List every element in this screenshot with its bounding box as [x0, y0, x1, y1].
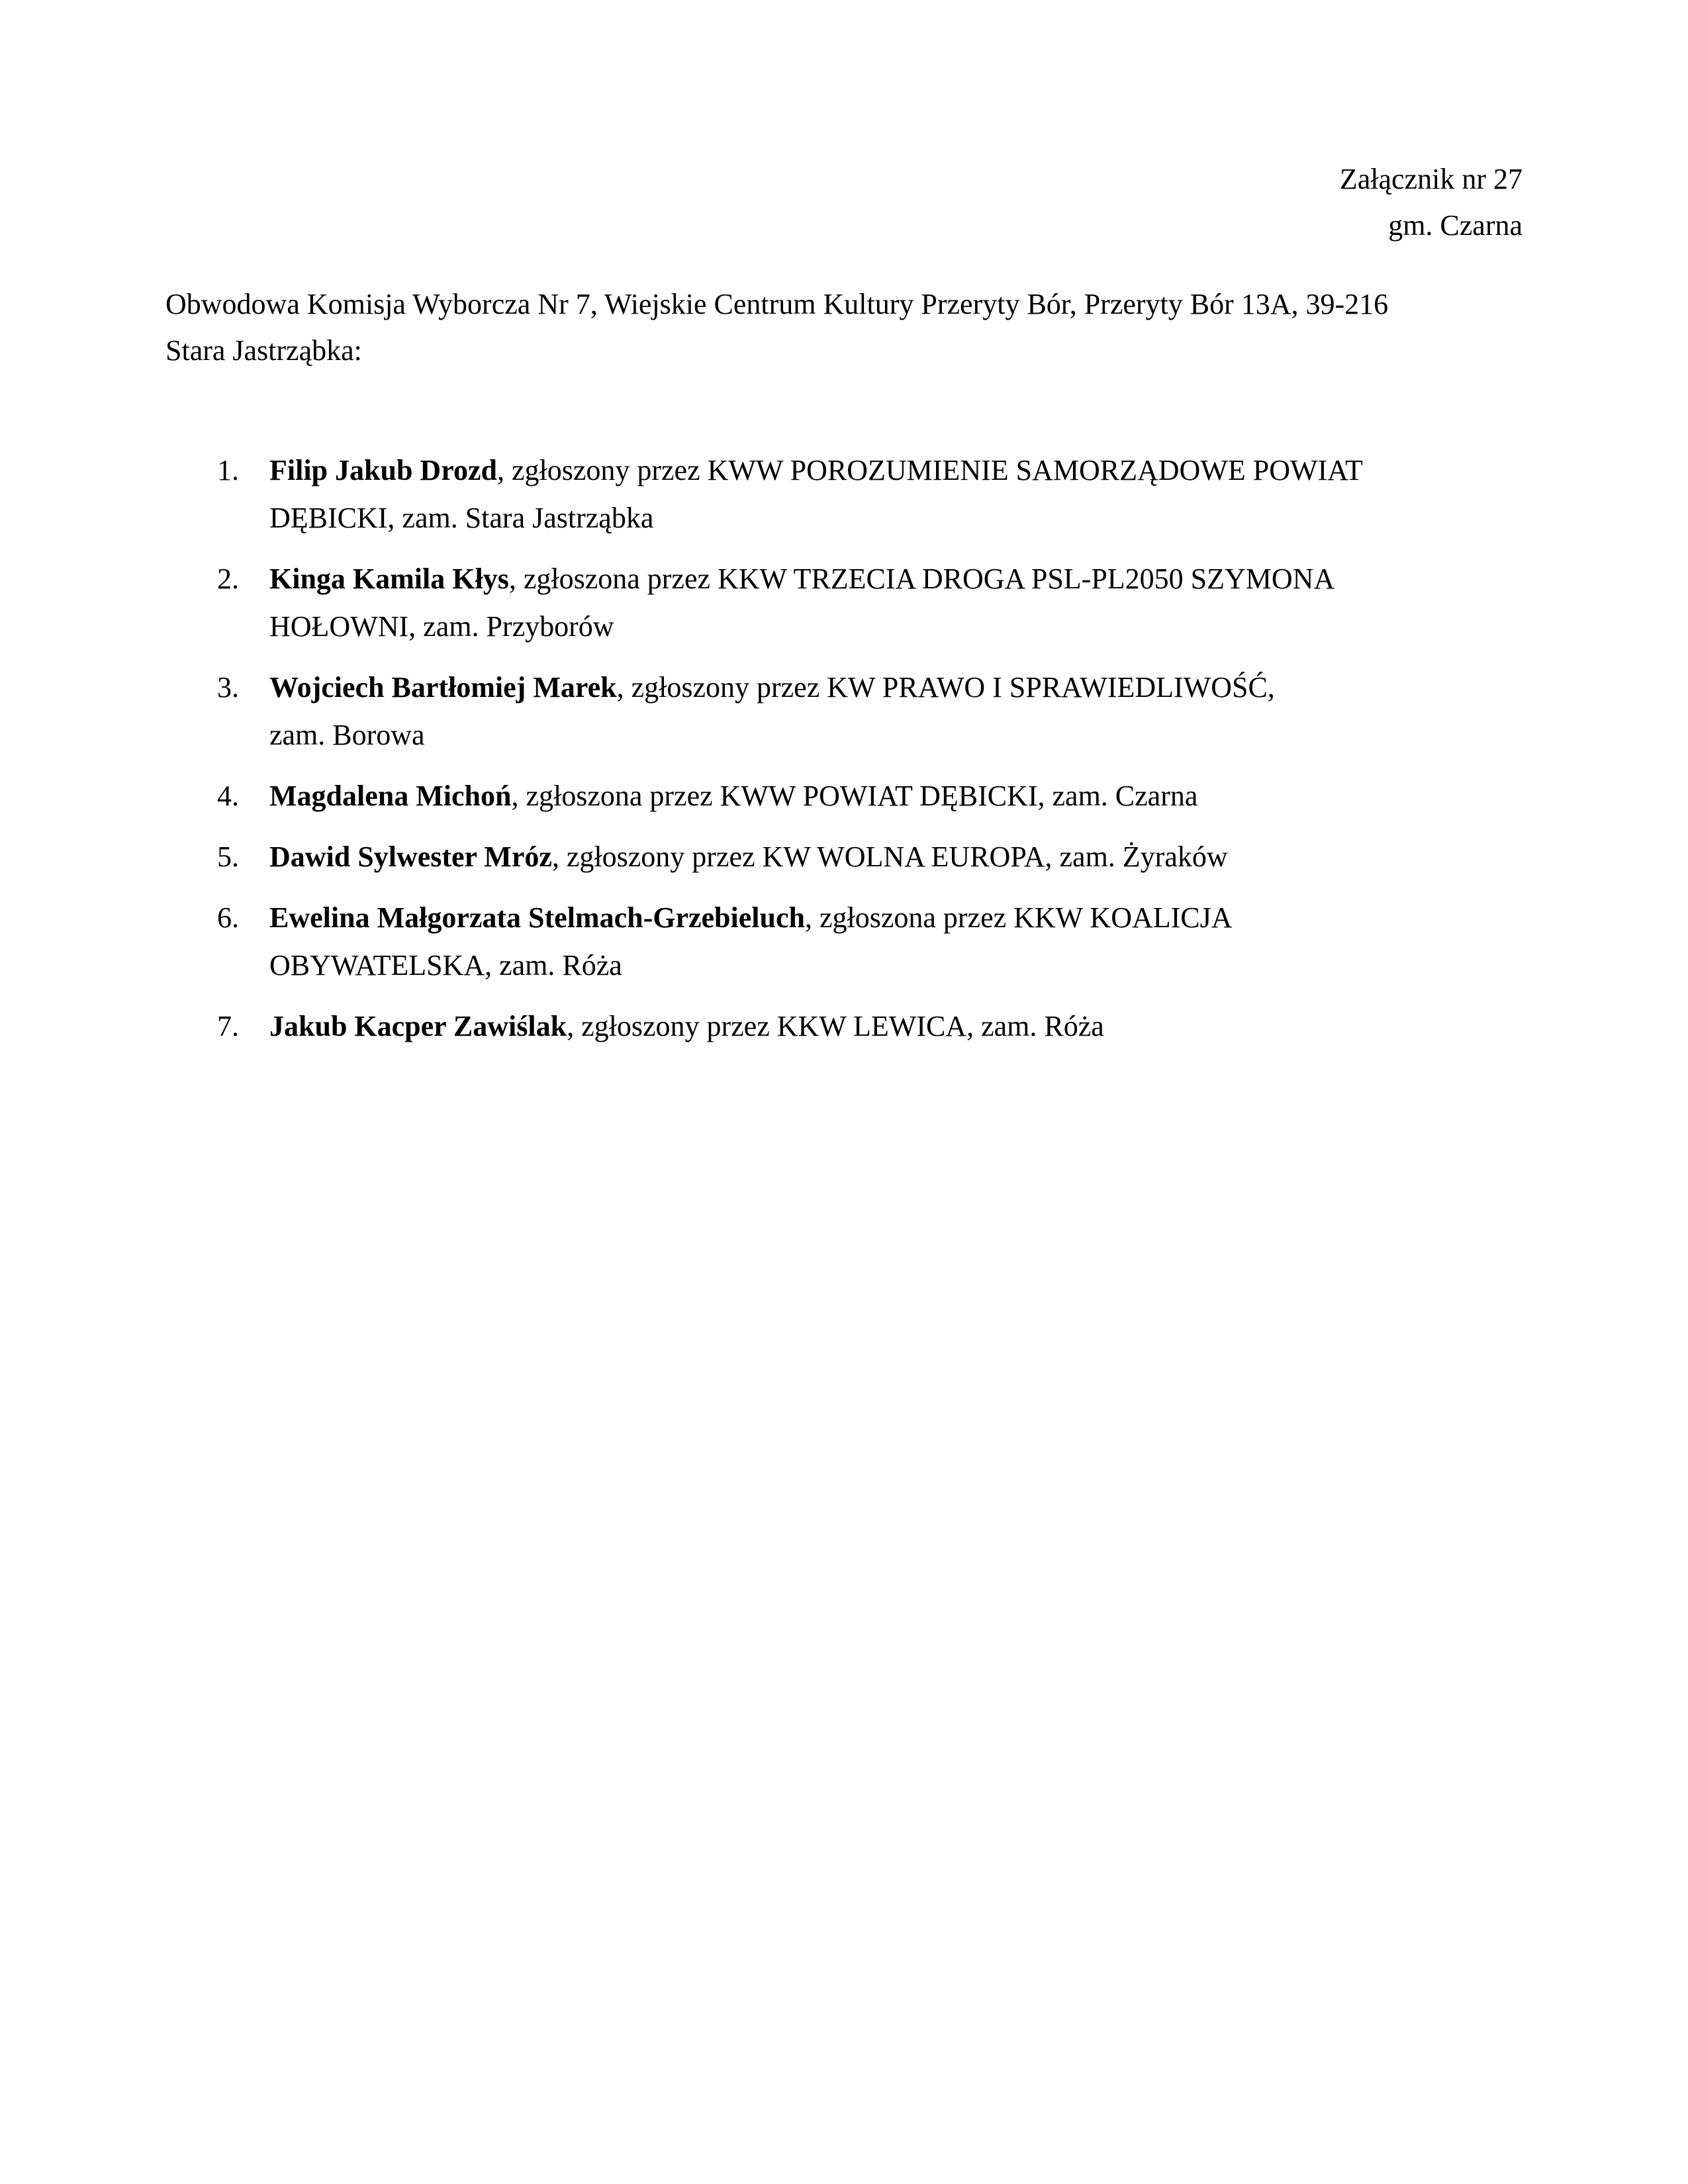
member-name: Kinga Kamila Kłys	[269, 563, 509, 595]
member-details-cont: DĘBICKI, zam. Stara Jastrząbka	[269, 502, 654, 534]
member-name: Jakub Kacper Zawiślak	[269, 1010, 567, 1042]
item-number: 5.	[217, 841, 239, 873]
list-item	[165, 772, 1527, 820]
item-number: 1.	[217, 454, 239, 486]
member-details-cont: OBYWATELSKA, zam. Róża	[269, 949, 622, 981]
item-number: 6.	[217, 901, 239, 934]
item-number: 3.	[217, 671, 239, 704]
member-details: , zgłoszona przez KKW KOALICJA	[804, 901, 1233, 934]
member-name: Ewelina Małgorzata Stelmach-Grzebieluch	[269, 901, 805, 934]
item-number: 2.	[217, 563, 239, 595]
annex-number: Załącznik nr 27	[1339, 163, 1523, 195]
members-list	[165, 447, 1529, 1064]
member-details: , zgłoszony przez KWW POROZUMIENIE SAMORZĄDOWE POWIAT	[496, 454, 1363, 486]
list-item	[165, 833, 1527, 881]
commission-title-line2: Stara Jastrząbka:	[165, 334, 362, 367]
member-details: , zgłoszony przez KW PRAWO I SPRAWIEDLIWOŚĆ,	[616, 671, 1275, 704]
commission-heading	[165, 281, 1529, 375]
list-item	[165, 894, 1527, 989]
document-header	[1340, 156, 1523, 250]
list-item	[165, 1003, 1527, 1050]
municipality-label: gm. Czarna	[1388, 209, 1523, 242]
commission-title-line1: Obwodowa Komisja Wyborcza Nr 7, Wiejskie Centrum Kultury Przeryty Bór, Przeryty Bór 13A, 39-216	[165, 288, 1389, 320]
member-details: , zgłoszony przez KW WOLNA EUROPA, zam. Żyraków	[551, 841, 1228, 873]
member-details: , zgłoszona przez KKW TRZECIA DROGA PSL-PL2050 SZYMONA	[508, 563, 1335, 595]
member-name: Wojciech Bartłomiej Marek	[269, 671, 617, 704]
member-name: Magdalena Michoń	[269, 780, 512, 812]
item-number: 4.	[217, 780, 239, 812]
list-item	[165, 664, 1527, 759]
member-name: Dawid Sylwester Mróz	[269, 841, 552, 873]
member-details-cont: HOŁOWNI, zam. Przyborów	[269, 610, 614, 643]
member-details-cont: zam. Borowa	[269, 719, 425, 751]
item-number: 7.	[217, 1010, 239, 1042]
member-details: , zgłoszony przez KKW LEWICA, zam. Róża	[567, 1010, 1104, 1042]
list-item	[165, 555, 1527, 651]
list-item	[165, 447, 1527, 542]
member-name: Filip Jakub Drozd	[269, 454, 497, 486]
member-details: , zgłoszona przez KWW POWIAT DĘBICKI, zam. Czarna	[511, 780, 1198, 812]
